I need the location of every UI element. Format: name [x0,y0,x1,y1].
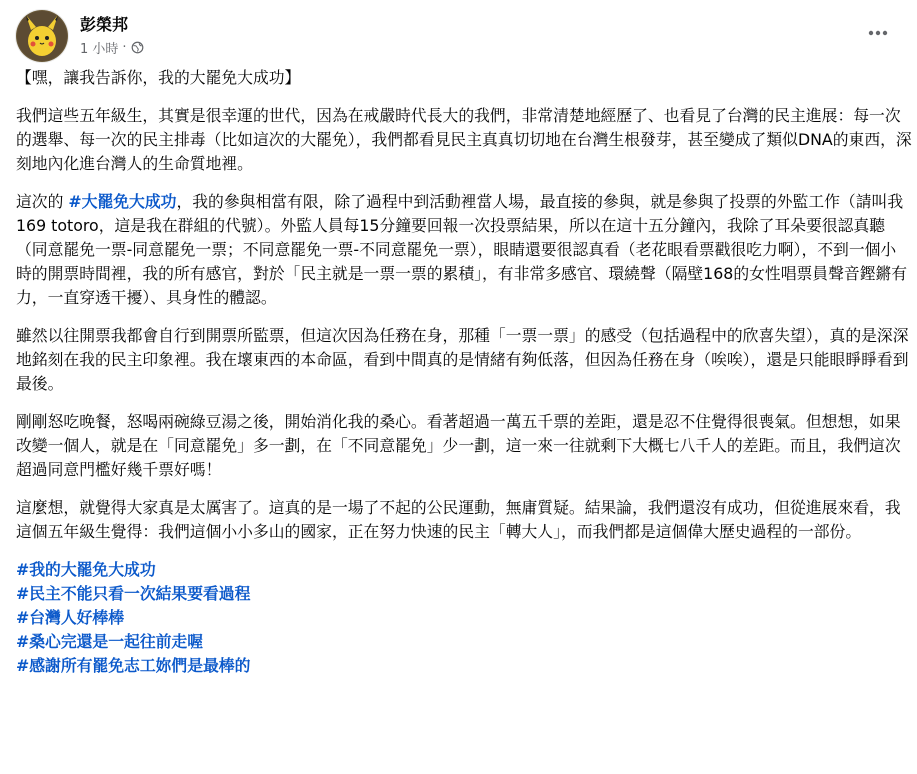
post-body [16,66,912,678]
paragraph-2 [16,190,912,310]
hashtag-link[interactable]: #桑心完還是一起往前走喔 [16,632,204,651]
paragraph-5: 這麼想，就覺得大家真是太厲害了。這真的是一場了不起的公民運動，無庸質疑。結果論，我們還沒有成功，但從進展來看，我這個五年級生覺得：我們這個小小多山的國家，正在努力快速的民主「轉大人」，而我們都是這個偉大歷史過程的一部份。 [16,498,901,541]
paragraph-4: 剛剛怒吃晚餐，怒喝兩碗綠豆湯之後，開始消化我的桑心。看著超過一萬五千票的差距，還是忍不住覺得很喪氣。但想想，如果改變一個人，就是在「同意罷免」多一劃，在「不同意罷免」少一劃，這一來一往就剩下大概七八千人的差距。而且，我們這次超過同意門檻好幾千票好嗎！ [16,412,901,479]
meta-separator: · [122,40,127,55]
hashtag-link[interactable]: #民主不能只看一次結果要看過程 [16,584,251,603]
post-header [16,10,901,66]
hashtag-link[interactable]: #感謝所有罷免志工妳們是最棒的 [16,656,251,675]
paragraph-2-rest: ，我的參與相當有限，除了過程中到活動裡當人場，最直接的參與，就是參與了投票的外監工作（請叫我 169 totoro，這是我在群組的代號）。外監人員每15分鐘要回報一次投票結果，所以在這十五分鐘內，我除了耳朵要很認真聽（同意罷免一票-同意罷免一票；不同意罷免一票-不同意罷免一票），眼睛還要很認真看（老花眼看票戳很吃力啊），不到一個小時的開票時間裡，我的所有感官，對於「民主就是一票一票的累積」，有非常多感官、環繞聲（隔壁168的女性唱票員聲音鏗鏘有力，一直穿透干擾）、具身性的體認。 [16,192,908,307]
hashtag-list [16,558,912,678]
paragraph-2-prefix: 這次的 [16,192,69,211]
avatar[interactable] [16,10,68,62]
pikachu-avatar-icon [16,10,68,62]
hashtag-link[interactable]: #台灣人好棒棒 [16,608,125,627]
globe-icon[interactable] [131,41,144,54]
more-options-icon[interactable] [865,20,891,46]
hashtag-link[interactable]: #我的大罷免大成功 [16,560,156,579]
post-meta [80,38,144,57]
paragraph-1: 我們這些五年級生，其實是很幸運的世代，因為在戒嚴時代長大的我們，非常清楚地經歷了、也看見了台灣的民主進展：每一次的選舉、每一次的民主排毒（比如這次的大罷免），我們都看見民主真真切切地在台灣生根發芽，甚至變成了類似DNA的東西，深刻地內化進台灣人的生命質地裡。 [16,106,912,173]
post-title: 【嘿，讓我告訴你，我的大罷免大成功】 [16,68,301,87]
inline-hashtag-link[interactable]: #大罷免大成功 [68,192,177,211]
post-time[interactable]: 1 小時 [80,42,119,57]
author-name[interactable]: 彭榮邦 [80,15,129,34]
paragraph-3: 雖然以往開票我都會自行到開票所監票，但這次因為任務在身，那種「一票一票」的感受（包括過程中的欣喜失望），真的是深深地銘刻在我的民主印象裡。我在壞東西的本命區，看到中間真的是情緒有夠低落，但因為任務在身（唉唉），還是只能眼睜睜看到最後。 [16,326,909,393]
